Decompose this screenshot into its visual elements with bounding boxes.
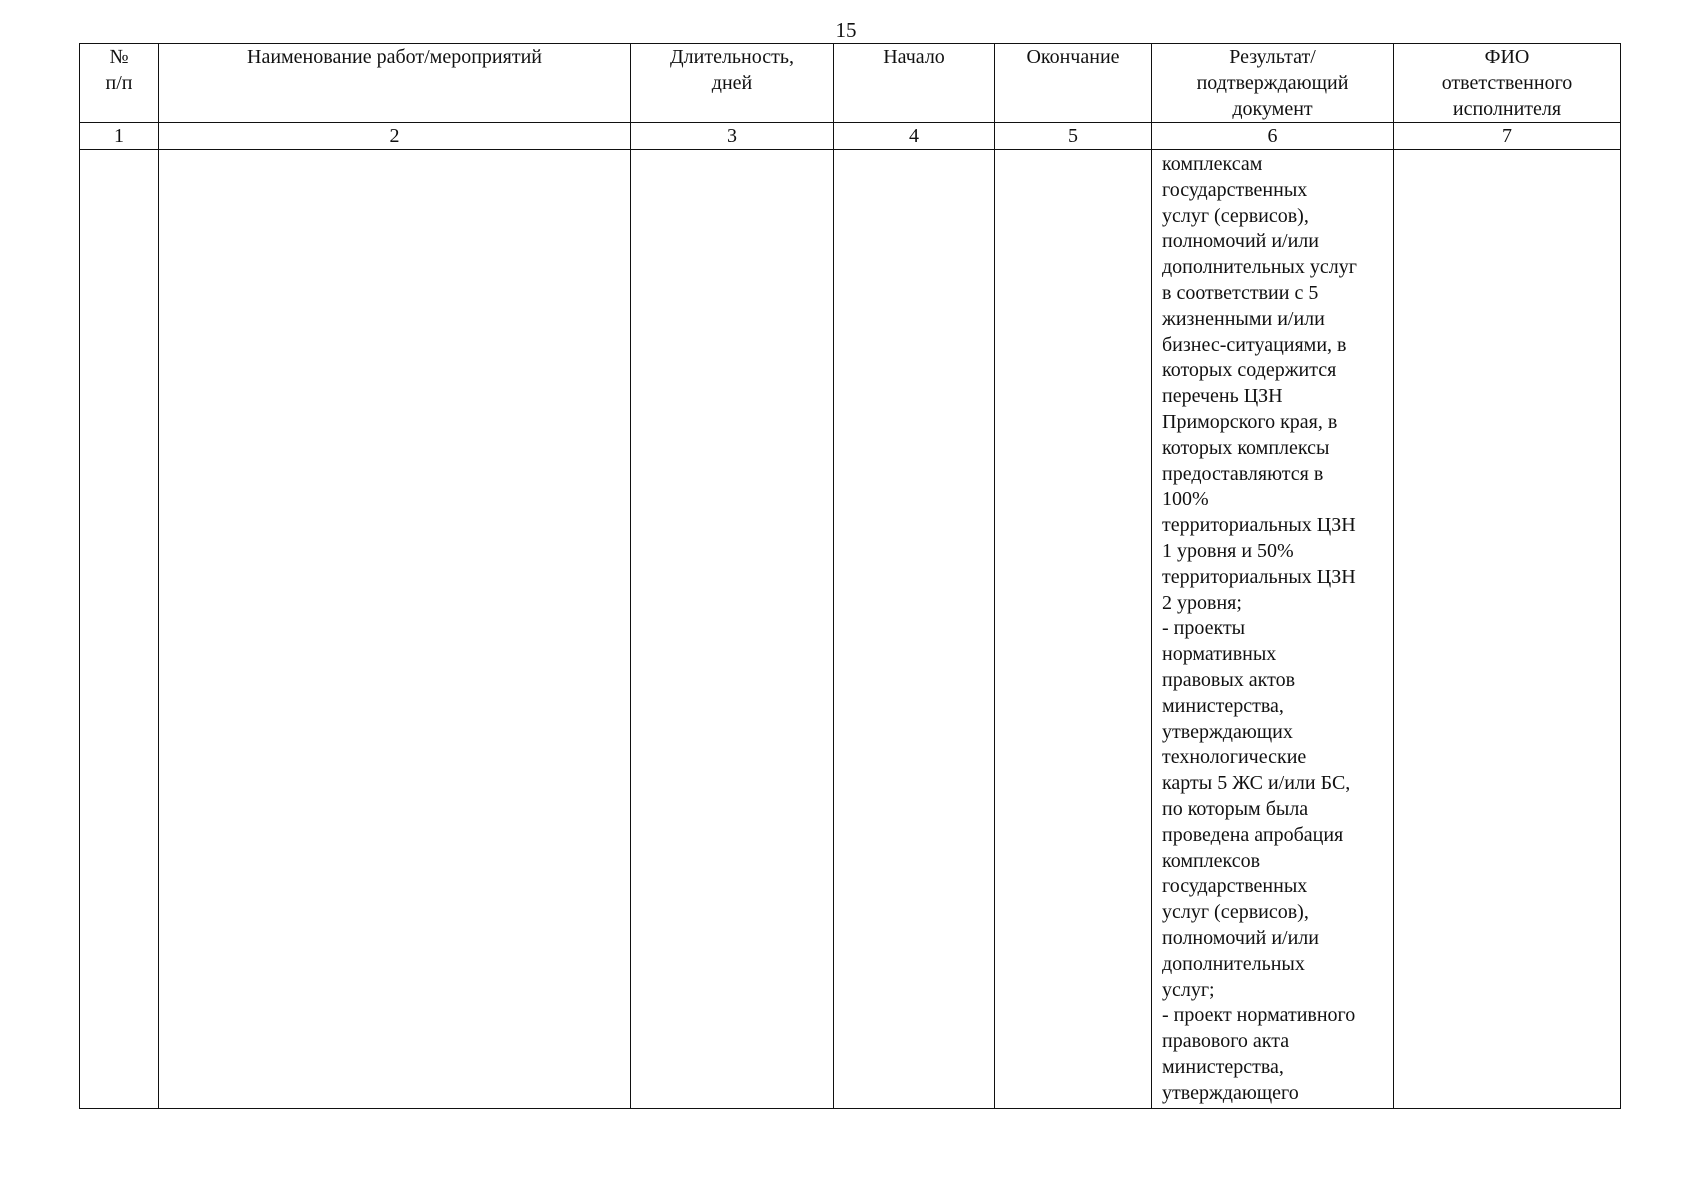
header-duration <box>631 44 834 123</box>
row-result-cell <box>1152 150 1394 1109</box>
header-result <box>1152 44 1394 123</box>
row-end-cell <box>995 150 1152 1109</box>
header-end-label: Окончание <box>1026 46 1120 68</box>
column-number-6: 6 <box>1152 123 1394 150</box>
page-number: 15 <box>835 18 857 42</box>
row-start-cell <box>834 150 995 1109</box>
row-duration-cell <box>631 150 834 1109</box>
header-end <box>995 44 1152 123</box>
table-row <box>80 150 1621 1109</box>
column-number-row <box>80 123 1621 150</box>
table-header-row <box>80 44 1621 123</box>
column-number-2: 2 <box>159 123 631 150</box>
header-name <box>159 44 631 123</box>
column-number-7: 7 <box>1394 123 1621 150</box>
header-responsible <box>1394 44 1621 123</box>
header-start <box>834 44 995 123</box>
header-start-label: Начало <box>883 46 945 68</box>
column-number-3: 3 <box>631 123 834 150</box>
header-result-label: Результат/ подтверждающий документ <box>1196 46 1349 120</box>
row-number-cell <box>80 150 159 1109</box>
row-name-cell <box>159 150 631 1109</box>
header-number <box>80 44 159 123</box>
header-duration-label: Длительность, дней <box>670 46 794 94</box>
header-number-label: № п/п <box>105 46 133 94</box>
work-plan-table <box>79 43 1621 1109</box>
header-responsible-label: ФИО ответственного исполнителя <box>1441 46 1573 120</box>
header-name-label: Наименование работ/мероприятий <box>247 46 542 68</box>
column-number-1: 1 <box>80 123 159 150</box>
column-number-4: 4 <box>834 123 995 150</box>
row-result-text: комплексам государственных услуг (сервисов), полномочий и/или дополнительных услуг в соответствии с 5 жизненными и/или бизнес-ситуациями, в которых содержится перечень ЦЗН Приморского края, в которых комплексы предоставляются в 100% территориальных ЦЗН 1 уровня и 50% территориальных ЦЗН 2 уровня; - проекты нормативных правовых актов министерства, утверждающих технологические карты 5 ЖС и/или БС, по которым была проведена апробация комплексов государственных услуг (сервисов), полномочий и/или дополнительных услуг; - проект нормативного правового акта министерства, утверждающего <box>1162 153 1357 1104</box>
column-number-5: 5 <box>995 123 1152 150</box>
row-responsible-cell <box>1394 150 1621 1109</box>
